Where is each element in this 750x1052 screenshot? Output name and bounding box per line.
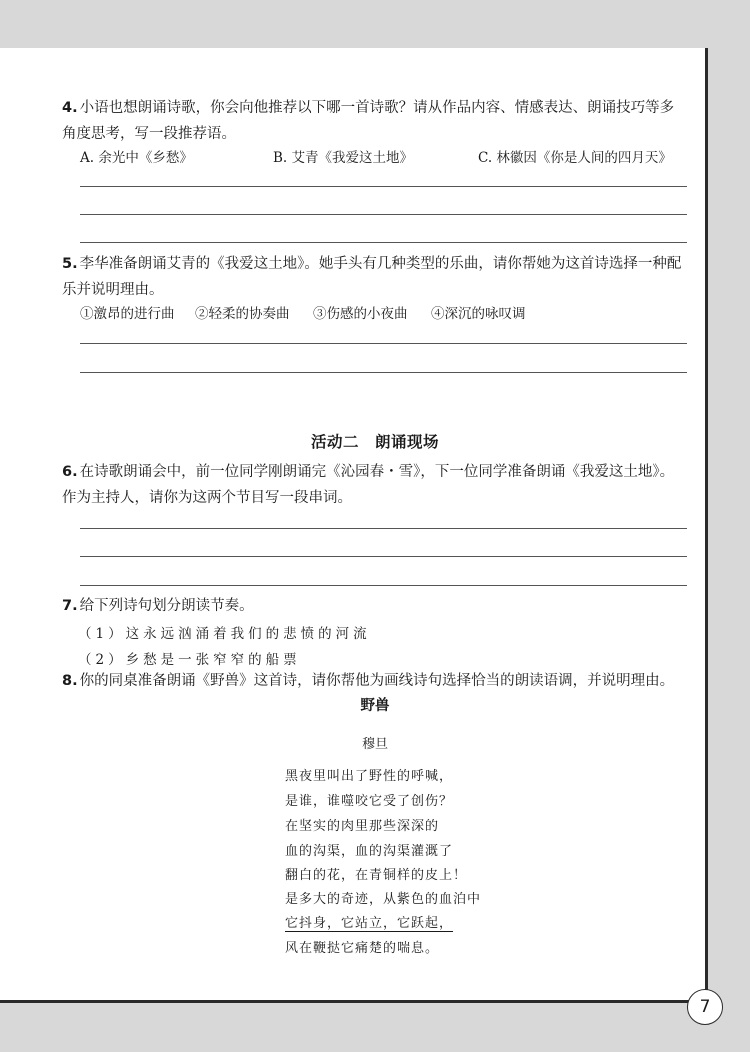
question-text-line-1: 小语也想朗诵诗歌，你会向他推荐以下哪一首诗歌？请从作品内容、情感表达、朗诵技巧等多 xyxy=(79,100,675,116)
question-text-line-1: 在诗歌朗诵会中，前一位同学刚朗诵完《沁园春・雪》，下一位同学准备朗诵《我爱这土地》。 xyxy=(79,464,675,480)
question-text: 你的同桌准备朗诵《野兽》这首诗，请你帮他为画线诗句选择恰当的朗读语调，并说明理由。 xyxy=(79,673,675,689)
poem-line: 风在鞭挞它痛楚的喘息。 xyxy=(285,941,440,956)
poem-line: 是谁，谁噬咬它受了创伤？ xyxy=(285,794,454,809)
option-3: ③伤感的小夜曲 xyxy=(313,306,408,322)
poem-line: 黑夜里叫出了野性的呼喊， xyxy=(285,769,454,784)
answer-line[interactable] xyxy=(80,186,687,187)
option-c: C. 林徽因《你是人间的四月天》 xyxy=(478,150,672,166)
poem-author: 穆旦 xyxy=(361,737,388,752)
background-top xyxy=(0,0,750,48)
question-8 xyxy=(62,668,692,694)
question-number: 6. xyxy=(62,464,78,480)
poem-line: 是多大的奇迹，从紫色的血泊中 xyxy=(285,892,482,907)
page-number: 7 xyxy=(687,989,723,1025)
question-number: 5. xyxy=(62,256,78,272)
poem-line: 翻白的花，在青铜样的皮上！ xyxy=(285,868,468,883)
poem-line-underlined: 它抖身，它站立，它跃起， xyxy=(285,916,454,931)
option-b: B. 艾青《我爱这土地》 xyxy=(273,150,414,166)
page-sheet xyxy=(0,48,708,1003)
question-text: 给下列诗句划分朗读节奏。 xyxy=(79,598,254,614)
answer-line[interactable] xyxy=(80,242,687,243)
poem-line: 血的沟渠，血的沟渠灌溉了 xyxy=(285,844,454,859)
poem-title: 野兽 xyxy=(360,698,390,714)
answer-line[interactable] xyxy=(80,372,687,373)
question-5 xyxy=(62,251,692,303)
poem-line: 在坚实的肉里那些深深的 xyxy=(285,819,440,834)
q7-item-1: （1）这永远汹涌着我们的悲愤的河流 xyxy=(78,626,371,642)
option-a: A. 余光中《乡愁》 xyxy=(80,150,193,166)
option-2: ②轻柔的协奏曲 xyxy=(195,306,290,322)
answer-line[interactable] xyxy=(80,343,687,344)
question-number: 4. xyxy=(62,100,78,116)
q7-item-2: （2）乡愁是一张窄窄的船票 xyxy=(78,652,301,668)
question-6 xyxy=(62,459,692,511)
answer-line[interactable] xyxy=(80,556,687,557)
question-7 xyxy=(62,593,692,619)
question-number: 8. xyxy=(62,673,78,689)
question-text-line-2: 乐并说明理由。 xyxy=(62,282,164,298)
answer-line[interactable] xyxy=(80,585,687,586)
question-number: 7. xyxy=(62,598,78,614)
question-text-line-1: 李华准备朗诵艾青的《我爱这土地》。她手头有几种类型的乐曲，请你帮她为这首诗选择一种配 xyxy=(79,256,682,272)
option-4: ④深沉的咏叹调 xyxy=(431,306,526,322)
answer-line[interactable] xyxy=(80,214,687,215)
section-title: 活动二 朗诵现场 xyxy=(310,433,439,451)
answer-line[interactable] xyxy=(80,528,687,529)
question-text-line-2: 角度思考，写一段推荐语。 xyxy=(62,126,236,142)
option-1: ①激昂的进行曲 xyxy=(80,306,175,322)
question-text-line-2: 作为主持人，请你为这两个节目写一段串词。 xyxy=(62,490,352,506)
question-4 xyxy=(62,95,692,147)
